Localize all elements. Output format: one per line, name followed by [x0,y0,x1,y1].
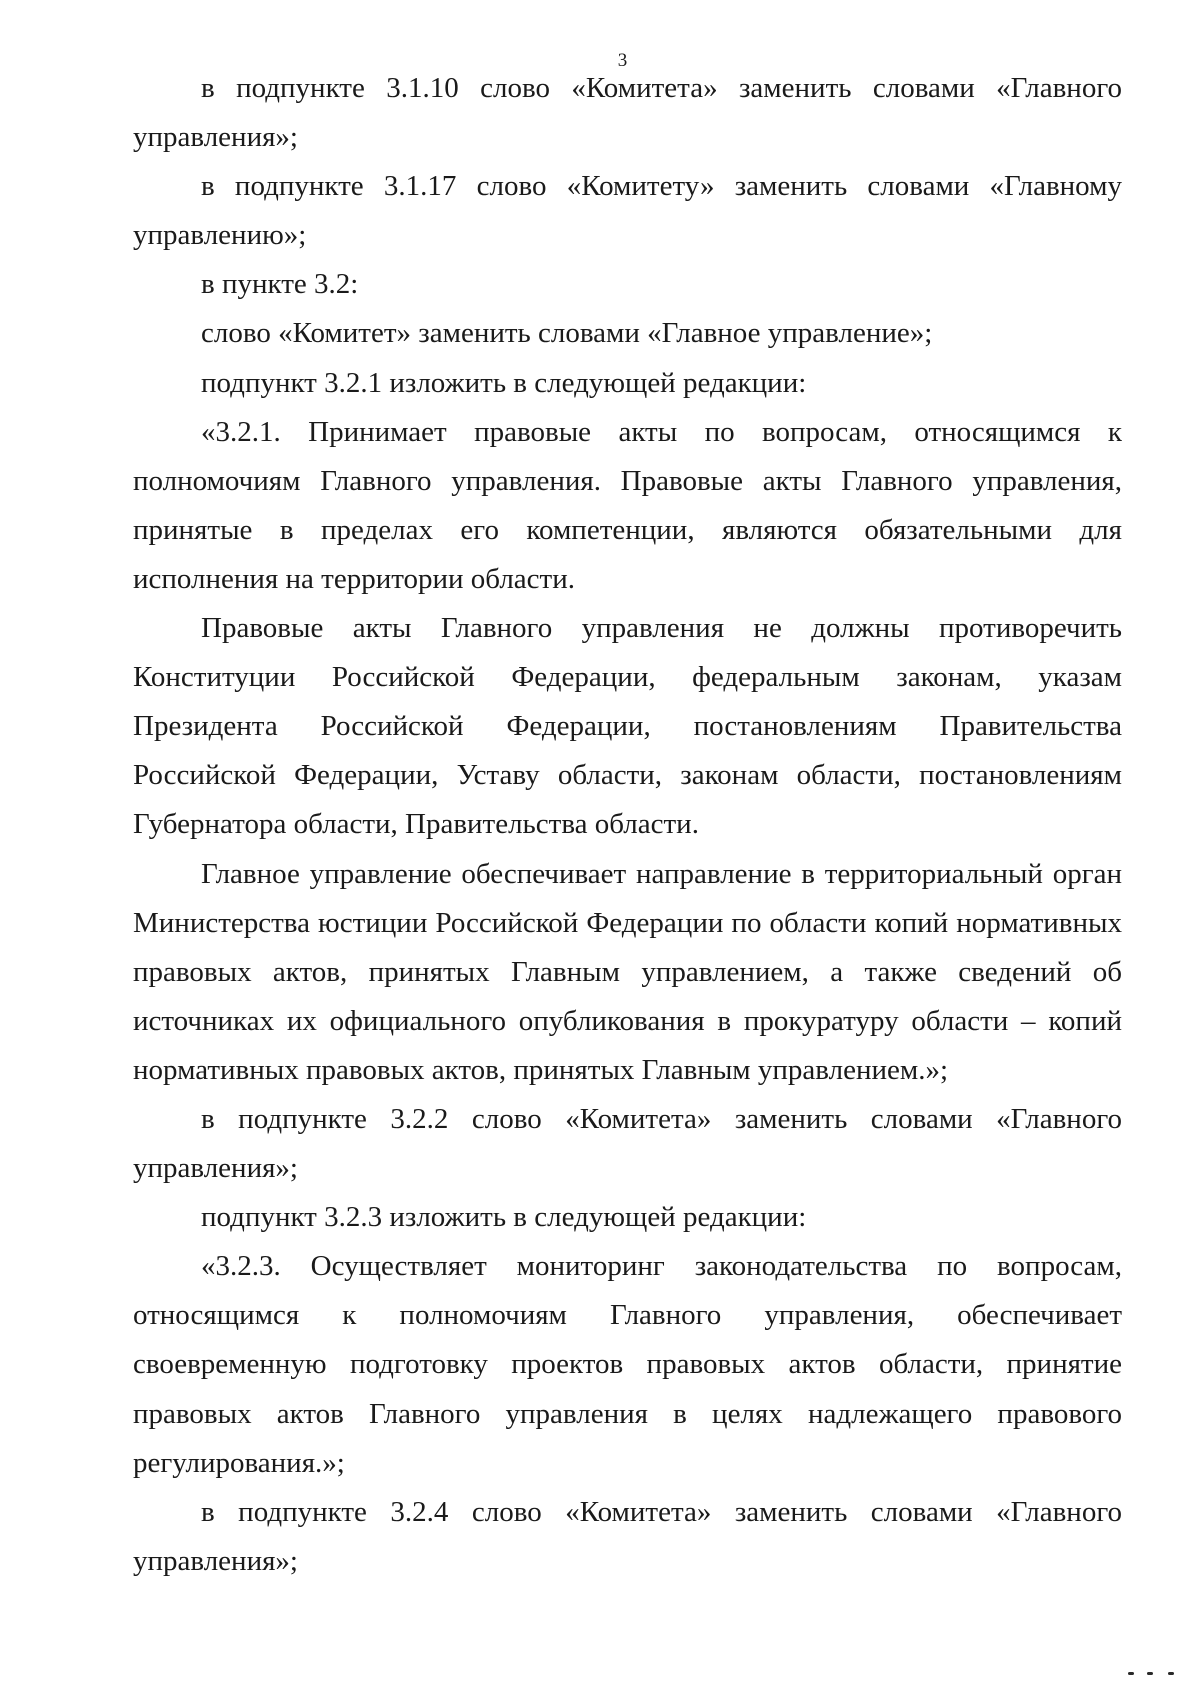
paragraph-10: подпункт 3.2.3 изложить в следующей редакции: [201,1201,807,1234]
paragraph-3: в пункте 3.2: [201,268,359,301]
paragraph-9: в подпункте 3.2.2 слово «Комитета» заменить словами «Главного управления»; [133,1102,1122,1185]
scan-speck [1128,1672,1134,1675]
paragraph-5: подпункт 3.2.1 изложить в следующей редакции: [201,366,807,399]
paragraph-7: Правовые акты Главного управления не должны противоречить Конституции Российской Федерации, федеральным законам, указам Президента Российской Федерации, постановлениям Правительства Российской Федерации, Уставу области, законам области, постановлениям Губернатора области, Правительства области. [133,612,1122,841]
paragraph-12: в подпункте 3.2.4 слово «Комитета» заменить словами «Главного управления»; [133,1495,1122,1577]
scan-speck [1147,1672,1153,1675]
paragraph-11: «3.2.3. Осуществляет мониторинг законодательства по вопросам, относящимся к полномочиям Главного управления, обеспечивает своевременную подготовку проектов правовых актов области, принятие правовых актов Главного управления в целях надлежащего правового регулирования.»; [133,1250,1122,1479]
scan-speck [1168,1672,1174,1675]
document-body [133,64,1122,1586]
page-number: 3 [617,50,628,71]
paragraph-8: Главное управление обеспечивает направление в территориальный орган Министерства юстиции Российской Федерации по области копий нормативных правовых актов, принятых Главным управлением, а также сведений об источниках их официального опубликования в прокуратуру области – копий нормативных правовых актов, принятых Главным управлением.»; [133,857,1122,1086]
paragraph-6: «3.2.1. Принимает правовые акты по вопросам, относящимся к полномочиям Главного управления. Правовые акты Главного управления, принятые в пределах его компетенции, являются обязательными для исполнения на территории области. [133,415,1122,595]
paragraph-2: в подпункте 3.1.17 слово «Комитету» заменить словами «Главному управлению»; [133,170,1122,252]
paragraph-4: слово «Комитет» заменить словами «Главное управление»; [201,317,933,350]
paragraph-1: в подпункте 3.1.10 слово «Комитета» заменить словами «Главного управления»; [133,72,1122,154]
